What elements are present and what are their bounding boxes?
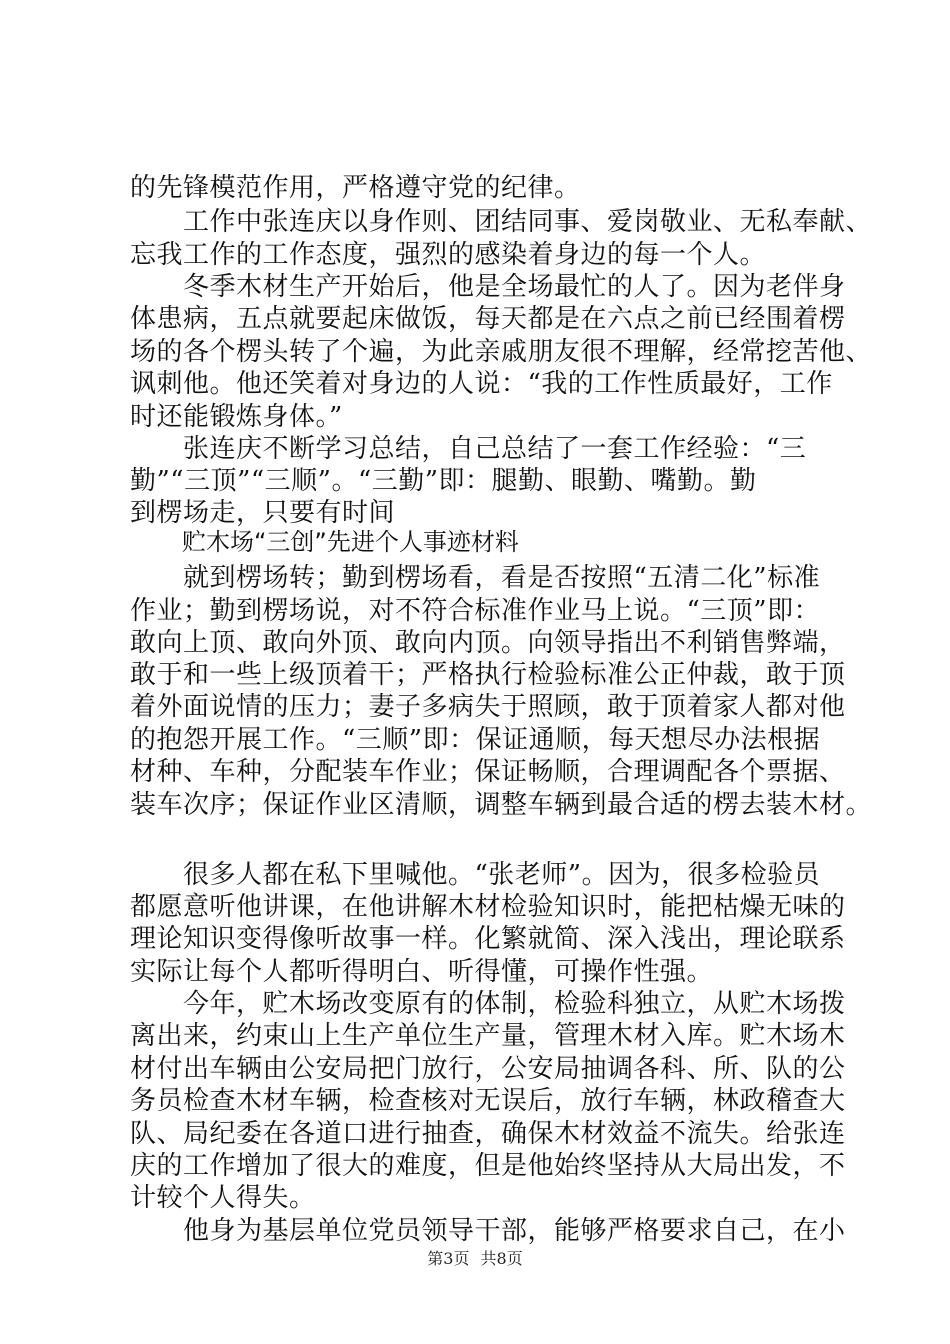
text-line: 队、局纪委在各道口进行抽查，确保木材效益不流失。给张连 [130, 1119, 846, 1149]
text-line: 实际让每个人都听得明白、听得懂，可操作性强。 [130, 957, 714, 987]
text-line: 材付出车辆由公安局把门放行，公安局抽调各科、所、队的公 [130, 1054, 846, 1084]
text-line: 他身为基层单位党员领导干部，能够严格要求自己，在小 [130, 1216, 846, 1246]
text-line: 很多人都在私下里喊他。“张老师”。因为，很多检验员 [130, 860, 821, 890]
text-line: 时还能锻炼身体。” [130, 402, 343, 432]
text-line: 理论知识变得像听故事一样。化繁就简、深入浅出，理论联系 [130, 924, 846, 954]
text-line: 冬季木材生产开始后，他是全场最忙的人了。因为老伴身 [130, 272, 846, 302]
text-line: 忘我工作的工作态度，强烈的感染着身边的每一个人。 [130, 240, 767, 270]
text-line: 就到楞场转；勤到楞场看，看是否按照“五清二化”标准 [130, 563, 821, 593]
text-line: 装车次序；保证作业区清顺，调整车辆到最合适的楞去装木材。 [130, 790, 873, 820]
text-line: 务员检查木材车辆，检查核对无误后，放行车辆，林政稽查大 [130, 1086, 846, 1116]
page-footer [0, 1248, 950, 1270]
text-line: 体患病，五点就要起床做饭，每天都是在六点之前已经围着楞 [130, 304, 846, 334]
text-line: 材种、车种，分配装车作业；保证畅顺，合理调配各个票据、 [130, 757, 846, 787]
text-line: 到楞场走，只要有时间 [130, 498, 396, 528]
text-line: 今年，贮木场改变原有的体制，检验科独立，从贮木场拨 [130, 989, 846, 1019]
text-line: 计较个人得失。 [130, 1183, 316, 1213]
text-line: 着外面说情的压力；妻子多病失于照顾，敢于顶着家人都对他 [130, 692, 846, 722]
text-line: 张连庆不断学习总结，自己总结了一套工作经验：“三 [130, 434, 807, 464]
text-line: 讽刺他。他还笑着对身边的人说：“我的工作性质最好，工作 [130, 369, 833, 399]
document-title: 贮木场“三创”先进个人事迹材料 [182, 528, 519, 556]
text-line: 敢向上顶、敢向外顶、敢向内顶。向领导指出不利销售弊端， [130, 628, 846, 658]
text-line: 勤”“三顶”“三顺”。“三勤”即：腿勤、眼勤、嘴勤。勤 [130, 466, 757, 496]
page-number: 第3页 [427, 1249, 470, 1268]
text-line: 作业；勤到楞场说，对不符合标准作业马上说。“三顶”即： [130, 596, 821, 626]
text-line: 都愿意听他讲课，在他讲解木材检验知识时，能把枯燥无味的 [130, 892, 846, 922]
text-line: 敢于和一些上级顶着干；严格执行检验标准公正仲裁，敢于顶 [130, 660, 846, 690]
text-line: 离出来，约束山上生产单位生产量，管理木材入库。贮木场木 [130, 1021, 846, 1051]
text-line: 工作中张连庆以身作则、团结同事、爱岗敬业、无私奉献、 [130, 207, 873, 237]
text-line: 的先锋模范作用，严格遵守党的纪律。 [130, 173, 581, 203]
text-line: 场的各个楞头转了个遍，为此亲戚朋友很不理解，经常挖苦他、 [130, 337, 873, 367]
page-total: 共8页 [480, 1249, 523, 1268]
text-line: 的抱怨开展工作。“三顺”即：保证通顺，每天想尽办法根据 [130, 725, 821, 755]
text-line: 庆的工作增加了很大的难度，但是他始终坚持从大局出发，不 [130, 1151, 846, 1181]
